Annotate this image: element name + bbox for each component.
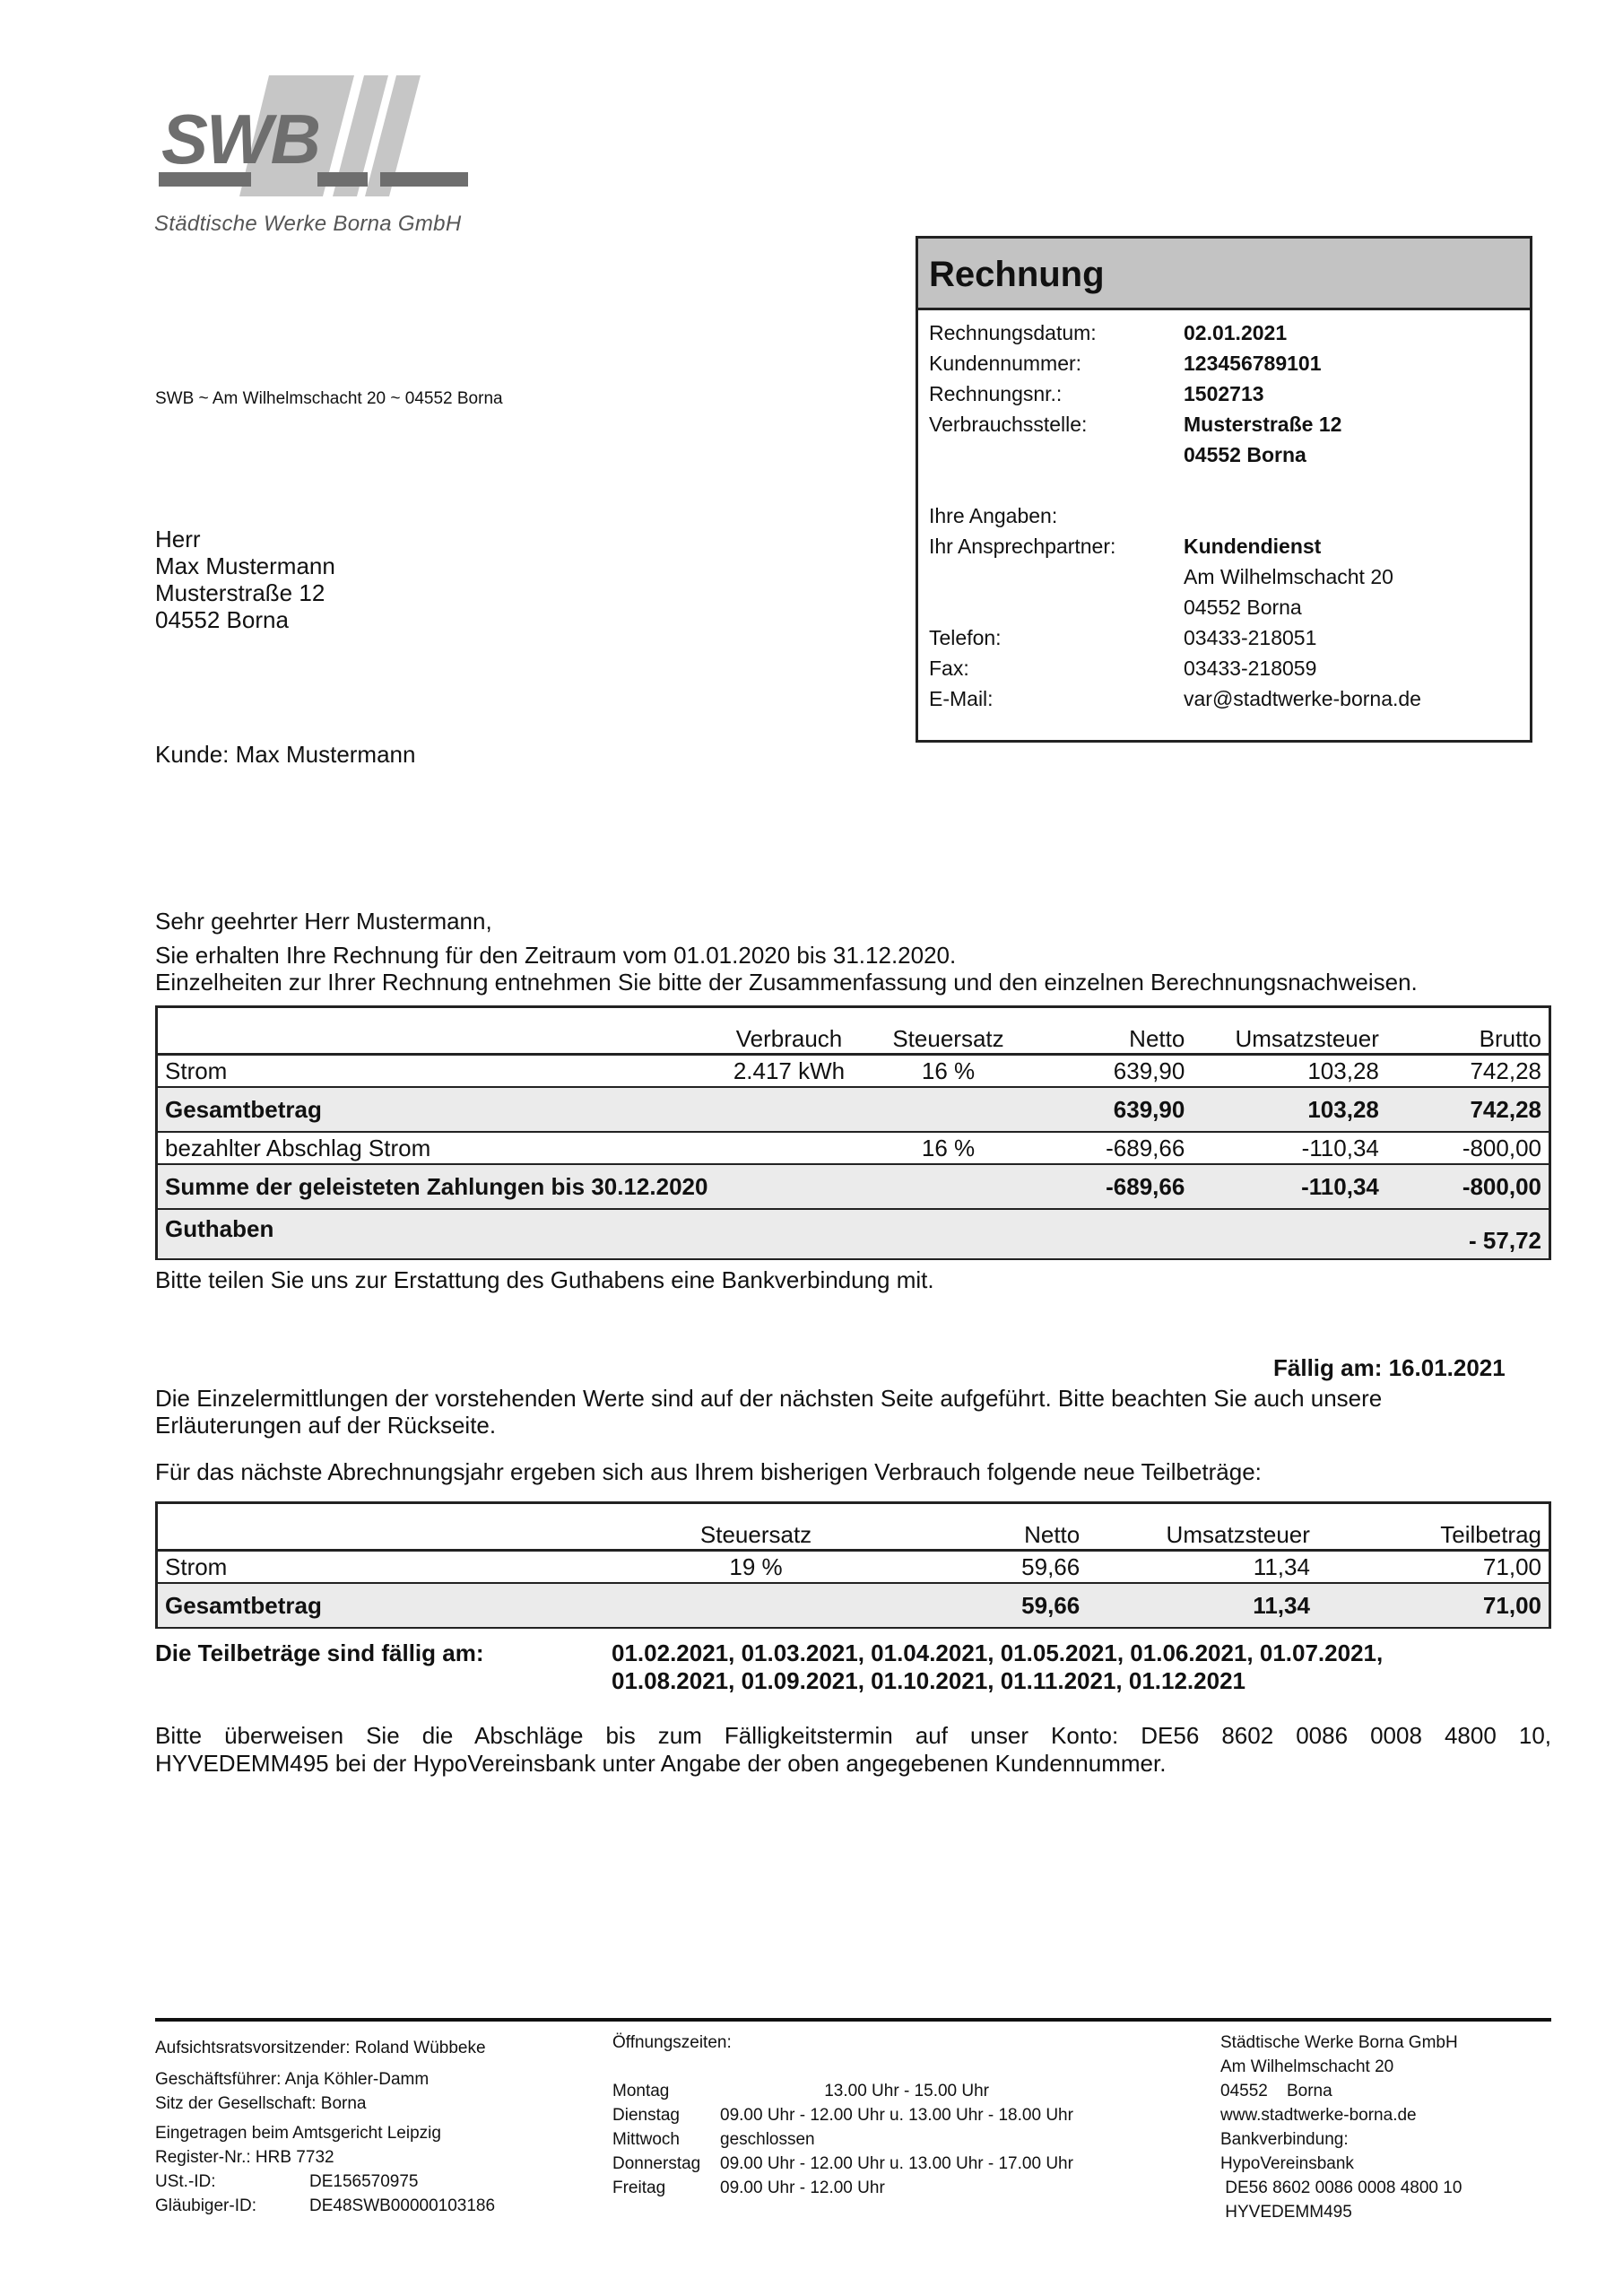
hours-day: Dienstag <box>612 2106 680 2125</box>
hours-day: Donnerstag <box>612 2154 701 2173</box>
row-net: 59,66 <box>864 1583 1087 1628</box>
summary-table <box>155 1005 1551 1260</box>
header-label <box>157 1007 716 1055</box>
refund-note: Bitte teilen Sie uns zur Erstattung des Guthabens eine Bankverbindung mit. <box>155 1266 934 1293</box>
installment-dates-line-1: 01.02.2021, 01.03.2021, 01.04.2021, 01.05.2021, 01.06.2021, 01.07.2021, <box>612 1639 1384 1666</box>
header-net: Netto <box>864 1503 1087 1551</box>
letter-line-1: Sie erhalten Ihre Rechnung für den Zeitraum vom 01.01.2020 bis 31.12.2020. <box>155 942 957 969</box>
footer-creditor-value: DE48SWB00000103186 <box>309 2196 496 2215</box>
footer-bank-label: Bankverbindung: <box>1220 2130 1349 2149</box>
row-vat: 11,34 <box>1087 1583 1317 1628</box>
header-tax-rate: Steuersatz <box>648 1503 864 1551</box>
row-tax-rate <box>864 1087 1034 1132</box>
sender-return-address: SWB ~ Am Wilhelmschacht 20 ~ 04552 Borna <box>155 389 503 408</box>
footer-bank: HypoVereinsbank <box>1220 2154 1354 2173</box>
customer-line: Kunde: Max Mustermann <box>155 741 416 768</box>
hours-row-friday <box>612 2176 1073 2200</box>
row-net <box>1033 1209 1192 1259</box>
due-date-label: Fällig am: <box>1273 1354 1383 1381</box>
header-net: Netto <box>1033 1007 1192 1055</box>
hours-title: Öffnungszeiten: <box>612 2033 732 2052</box>
value-invoice-number: 1502713 <box>1184 382 1264 405</box>
hours-row-monday <box>612 2079 1073 2103</box>
label-customer-number: Kundennummer: <box>929 352 1082 375</box>
table-row-credit <box>157 1209 1550 1259</box>
header-vat: Umsatzsteuer <box>1087 1503 1317 1551</box>
hours-time: 09.00 Uhr - 12.00 Uhr u. 13.00 Uhr - 17.00 Uhr <box>720 2154 1073 2173</box>
footer-ceo: Geschäftsführer: Anja Köhler-Damm <box>155 2070 430 2089</box>
hours-time: geschlossen <box>720 2130 815 2149</box>
details-note-line-2: Erläuterungen auf der Rückseite. <box>155 1412 497 1439</box>
value-contact-street: Am Wilhelmschacht 20 <box>1184 565 1393 588</box>
footer-company-legal <box>155 2036 495 2218</box>
footer-company-contact <box>1220 2031 1462 2224</box>
row-label: bezahlter Abschlag Strom <box>157 1132 716 1164</box>
header-gross: Brutto <box>1386 1007 1550 1055</box>
footer-creditor-label: Gläubiger-ID: <box>155 2196 256 2215</box>
header-consumption: Verbrauch <box>715 1007 863 1055</box>
row-tax-rate <box>648 1583 864 1628</box>
footer-register: Register-Nr.: HRB 7732 <box>155 2148 334 2167</box>
row-gross: -800,00 <box>1386 1132 1550 1164</box>
row-vat <box>1192 1209 1386 1259</box>
footer-company: Städtische Werke Borna GmbH <box>1220 2033 1458 2052</box>
hours-row-wednesday <box>612 2127 1073 2152</box>
footer-opening-hours <box>612 2031 1073 2200</box>
hours-day: Montag <box>612 2082 670 2100</box>
table-row-total <box>157 1583 1550 1628</box>
table-row <box>157 1132 1550 1164</box>
row-tax-rate: 16 % <box>864 1132 1034 1164</box>
due-date-value: 16.01.2021 <box>1388 1354 1506 1381</box>
company-name: Städtische Werke Borna GmbH <box>154 212 462 236</box>
summary-header-row <box>157 1007 1550 1055</box>
row-label: Summe der geleisteten Zahlungen bis 30.12.2020 <box>157 1164 716 1209</box>
invoice-title: Rechnung <box>929 255 1105 294</box>
label-invoice-date: Rechnungsdatum: <box>929 321 1097 344</box>
footer-chair: Aufsichtsratsvorsitzender: Roland Wübbeke <box>155 2039 486 2057</box>
value-consumption-street: Musterstraße 12 <box>1184 413 1342 436</box>
value-phone: 03433-218051 <box>1184 626 1317 649</box>
next-year-note: Für das nächste Abrechnungsjahr ergeben sich aus Ihrem bisherigen Verbrauch folgende neue Teilbeträge: <box>155 1458 1262 1485</box>
invoice-info-box <box>916 236 1532 743</box>
row-net: 59,66 <box>864 1551 1087 1584</box>
row-vat: -110,34 <box>1192 1132 1386 1164</box>
hours-row-thursday <box>612 2152 1073 2176</box>
label-phone: Telefon: <box>929 626 1002 649</box>
greeting: Sehr geehrter Herr Mustermann, <box>155 908 492 935</box>
letter-line-2: Einzelheiten zur Ihrer Rechnung entnehmen Sie bitte der Zusammenfassung und den einzelnen Berechnungsnachweisen. <box>155 969 1418 996</box>
label-email: E-Mail: <box>929 687 994 710</box>
label-invoice-number: Rechnungsnr.: <box>929 382 1063 405</box>
row-vat: 11,34 <box>1087 1551 1317 1584</box>
hours-row-tuesday <box>612 2103 1073 2127</box>
installment-dates-line-2: 01.08.2021, 01.09.2021, 01.10.2021, 01.11.2021, 01.12.2021 <box>612 1667 1245 1694</box>
row-installment: 71,00 <box>1317 1583 1550 1628</box>
swb-logo <box>152 75 475 210</box>
footer-iban: DE56 8602 0086 0008 4800 10 <box>1220 2179 1462 2197</box>
row-net: 639,90 <box>1033 1087 1192 1132</box>
hours-time: 09.00 Uhr - 12.00 Uhr u. 13.00 Uhr - 18.00 Uhr <box>720 2106 1073 2125</box>
footer-street: Am Wilhelmschacht 20 <box>1220 2057 1394 2076</box>
label-consumption-point: Verbrauchsstelle: <box>929 413 1088 436</box>
footer-city: 04552 Borna <box>1220 2082 1332 2100</box>
due-date <box>1273 1354 1506 1382</box>
recipient-name: Max Mustermann <box>155 552 335 579</box>
label-contact-partner: Ihr Ansprechpartner: <box>929 535 1116 558</box>
row-installment: 71,00 <box>1317 1551 1550 1584</box>
footer-vat-label: USt.-ID: <box>155 2172 216 2191</box>
hours-time: 09.00 Uhr - 12.00 Uhr <box>720 2179 885 2197</box>
details-note-line-1: Die Einzelermittlungen der vorstehenden Werte sind auf der nächsten Seite aufgeführt. Bitte beachten Sie auch unsere <box>155 1385 1383 1412</box>
installment-dates-label: Die Teilbeträge sind fällig am: <box>155 1639 484 1666</box>
row-net: -689,66 <box>1033 1132 1192 1164</box>
row-vat: 103,28 <box>1192 1055 1386 1088</box>
payment-note-line-2: HYVEDEMM495 bei der HypoVereinsbank unter Angabe der oben angegebenen Kundennummer. <box>155 1750 1167 1777</box>
row-gross: -800,00 <box>1386 1164 1550 1209</box>
footer-bic: HYVEDEMM495 <box>1220 2203 1352 2222</box>
table-row <box>157 1551 1550 1584</box>
row-label: Strom <box>157 1055 716 1088</box>
row-label: Guthaben <box>157 1209 716 1259</box>
row-net: -689,66 <box>1033 1164 1192 1209</box>
row-tax-rate: 19 % <box>648 1551 864 1584</box>
installment-header-row <box>157 1503 1550 1551</box>
footer-divider <box>155 2018 1551 2022</box>
payment-note-line-1: Bitte überweisen Sie die Abschläge bis zum Fälligkeitstermin auf unser Konto: DE56 8602 0086 0008 4800 10, <box>155 1722 1551 1749</box>
row-consumption: 2.417 kWh <box>715 1055 863 1088</box>
contact-heading: Ihre Angaben: <box>929 504 1058 527</box>
svg-text:SWB: SWB <box>161 100 319 178</box>
row-consumption <box>715 1164 863 1209</box>
row-consumption <box>715 1087 863 1132</box>
table-row-payments-sum <box>157 1164 1550 1209</box>
value-invoice-date: 02.01.2021 <box>1184 321 1288 344</box>
invoice-box-header <box>918 239 1530 310</box>
footer-court: Eingetragen beim Amtsgericht Leipzig <box>155 2124 441 2143</box>
value-fax: 03433-218059 <box>1184 657 1317 680</box>
row-label: Gesamtbetrag <box>157 1583 649 1628</box>
row-gross: - 57,72 <box>1386 1209 1550 1259</box>
recipient-address <box>155 526 335 633</box>
value-contact-partner: Kundendienst <box>1184 535 1322 558</box>
row-net: 639,90 <box>1033 1055 1192 1088</box>
footer-vat-value: DE156570975 <box>309 2172 419 2191</box>
value-consumption-city: 04552 Borna <box>1184 443 1306 466</box>
hours-day: Mittwoch <box>612 2130 680 2149</box>
header-vat: Umsatzsteuer <box>1192 1007 1386 1055</box>
footer-creditor-id <box>155 2194 495 2218</box>
footer-website[interactable]: www.stadtwerke-borna.de <box>1220 2106 1417 2125</box>
hours-time: 13.00 Uhr - 15.00 Uhr <box>824 2082 989 2100</box>
hours-day: Freitag <box>612 2179 666 2197</box>
header-label <box>157 1503 649 1551</box>
recipient-salutation: Herr <box>155 526 201 552</box>
row-tax-rate <box>864 1209 1034 1259</box>
table-row-total <box>157 1087 1550 1132</box>
footer-seat: Sitz der Gesellschaft: Borna <box>155 2094 367 2113</box>
value-customer-number: 123456789101 <box>1184 352 1322 375</box>
row-vat: 103,28 <box>1192 1087 1386 1132</box>
header-tax-rate: Steuersatz <box>864 1007 1034 1055</box>
row-label: Strom <box>157 1551 649 1584</box>
footer-vat-id <box>155 2170 495 2194</box>
installment-table <box>155 1501 1551 1629</box>
logo-graphic <box>152 75 475 210</box>
label-fax: Fax: <box>929 657 969 680</box>
row-label: Gesamtbetrag <box>157 1087 716 1132</box>
row-tax-rate <box>864 1164 1034 1209</box>
row-consumption <box>715 1209 863 1259</box>
row-consumption <box>715 1132 863 1164</box>
row-gross: 742,28 <box>1386 1087 1550 1132</box>
header-installment: Teilbetrag <box>1317 1503 1550 1551</box>
value-contact-city: 04552 Borna <box>1184 596 1302 619</box>
value-email[interactable]: var@stadtwerke-borna.de <box>1184 687 1421 710</box>
recipient-street: Musterstraße 12 <box>155 579 325 606</box>
installment-dates <box>612 1639 1383 1695</box>
row-tax-rate: 16 % <box>864 1055 1034 1088</box>
recipient-city: 04552 Borna <box>155 606 289 633</box>
table-row <box>157 1055 1550 1088</box>
row-vat: -110,34 <box>1192 1164 1386 1209</box>
row-gross: 742,28 <box>1386 1055 1550 1088</box>
